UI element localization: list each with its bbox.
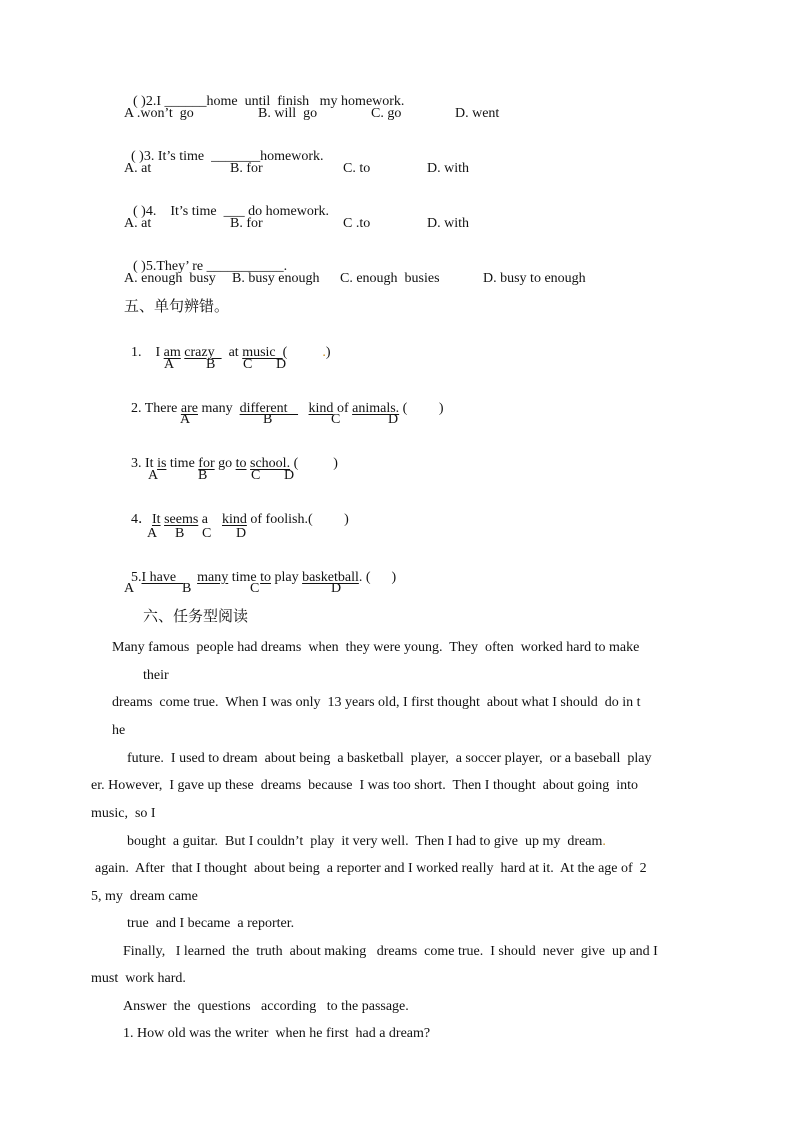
error-item-5: 5.I have many time to play basketball. ( ) <box>131 570 397 585</box>
passage-line: their <box>143 668 169 683</box>
passage-line: Many famous people had dreams when they were young. They often worked hard to make <box>112 640 640 655</box>
letter-c: C <box>251 468 261 483</box>
question-2: ( )2.I ______home until finish my homework. <box>133 94 405 109</box>
passage-line: future. I used to dream about being a basketball player, a soccer player, or a baseball play <box>127 751 652 766</box>
letter-d: D <box>388 412 399 427</box>
answer-blank: ___________ <box>206 259 284 274</box>
question-5: ( )5.They’ re ___________. <box>133 259 288 274</box>
option-c: C. go <box>371 106 402 121</box>
passage-line: er. However, I gave up these dreams because I was too short. Then I thought about going into <box>91 778 638 793</box>
letter-c: C <box>250 581 260 596</box>
letter-d: D <box>284 468 295 483</box>
letter-d: D <box>276 357 287 372</box>
question-1: 1. How old was the writer when he first had a dream? <box>123 1026 431 1041</box>
option-d: D. with <box>427 216 469 231</box>
letter-d: D <box>331 581 342 596</box>
option-d: D. busy to enough <box>483 271 586 286</box>
error-item-3: 3. It is time for go to school. ( ) <box>131 456 338 471</box>
instruction: Answer the questions according to the passage. <box>123 999 409 1014</box>
option-b: B. will go <box>258 106 318 121</box>
letter-b: B <box>182 581 192 596</box>
letter-c: C <box>243 357 253 372</box>
option-b: B. for <box>230 216 263 231</box>
letter-c: C <box>331 412 341 427</box>
passage-line: again. After that I thought about being a reporter and I worked really hard at it. At the age of 2 <box>95 861 647 876</box>
option-a: A. at <box>124 216 152 231</box>
letter-a: A <box>147 526 158 541</box>
section-6-title: 六、任务型阅读 <box>143 607 249 625</box>
passage-line: 5, my dream came <box>91 889 198 904</box>
option-c: C. to <box>343 161 371 176</box>
passage-line: must work hard. <box>91 971 186 986</box>
question-4: ( )4. It’s time ___ do homework. <box>133 204 329 219</box>
letter-a: A <box>124 581 135 596</box>
answer-blank: ___ <box>223 204 245 219</box>
option-a: A. at <box>124 161 152 176</box>
letter-a: A <box>180 412 191 427</box>
option-a: A. enough busy <box>124 271 216 286</box>
passage-line: music, so I <box>91 806 156 821</box>
letter-a: A <box>148 468 159 483</box>
option-b: B. busy enough <box>232 271 320 286</box>
error-item-4: 4．It seems a kind of foolish.( ) <box>131 512 349 527</box>
passage-line: true and I became a reporter. <box>127 916 295 931</box>
question-3: ( )3. It’s time _______homework. <box>131 149 324 164</box>
letter-b: B <box>175 526 185 541</box>
option-d: D. with <box>427 161 469 176</box>
error-item-2: 2. There are many different kind of animals. ( ) <box>131 401 444 416</box>
passage-line: he <box>112 723 126 738</box>
section-5-title: 五、单句辨错。 <box>124 297 230 315</box>
answer-blank: ______ <box>164 94 207 109</box>
letter-c: C <box>202 526 212 541</box>
option-d: D. went <box>455 106 500 121</box>
answer-blank: _______ <box>211 149 261 164</box>
option-b: B. for <box>230 161 263 176</box>
option-c: C. enough busies <box>340 271 440 286</box>
letter-b: B <box>198 468 208 483</box>
letter-b: B <box>206 357 216 372</box>
letter-d: D <box>236 526 247 541</box>
passage-line: dreams come true. When I was only 13 years old, I first thought about what I should do in t <box>112 695 641 710</box>
passage-line: bought a guitar. But I couldn’t play it very well. Then I had to give up my dream. <box>127 834 606 849</box>
passage-line: Finally, I learned the truth about making dreams come true. I should never give up and I <box>123 944 658 959</box>
option-c: C .to <box>343 216 371 231</box>
error-item-1: 1. I am crazy at music ( .) <box>131 345 331 360</box>
option-a: A .won’t go <box>124 106 194 121</box>
letter-a: A <box>164 357 175 372</box>
letter-b: B <box>263 412 273 427</box>
